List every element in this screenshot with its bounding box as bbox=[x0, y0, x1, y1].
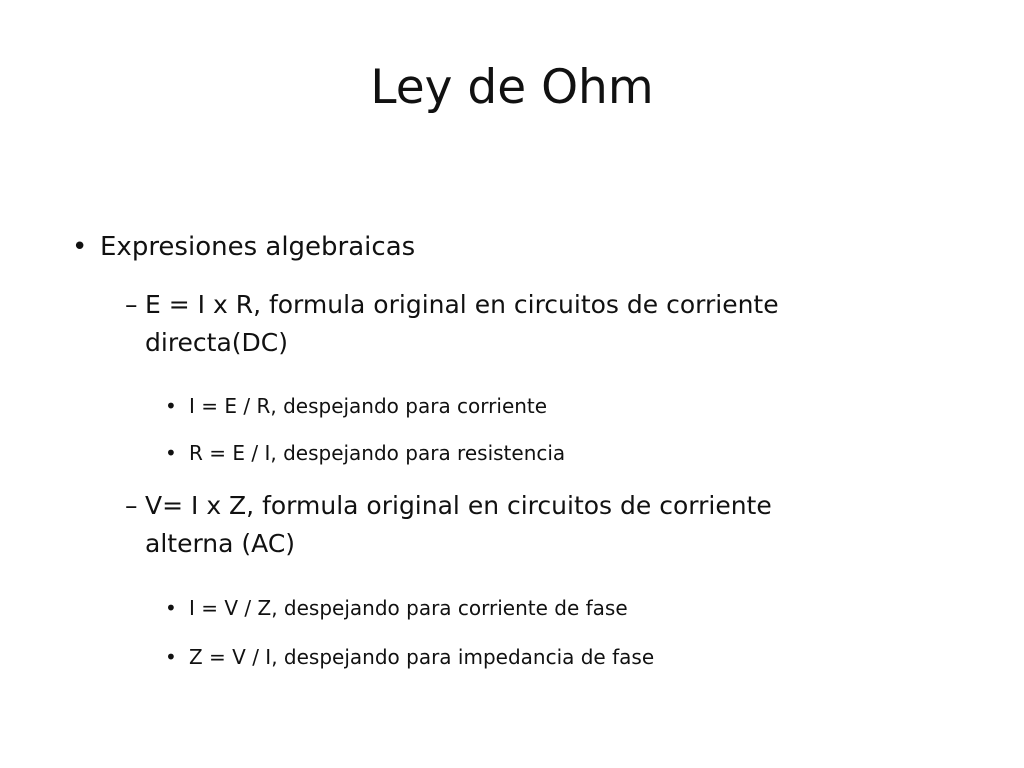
bullet-icon: • bbox=[165, 645, 177, 669]
dash-text-line-2: directa(DC) bbox=[145, 328, 289, 357]
sub-bullet-text: R = E / I, despejando para resistencia bbox=[189, 441, 566, 465]
sub-bullet-item-resistencia bbox=[165, 439, 566, 467]
sub-bullet-text: Z = V / I, despejando para impedancia de fase bbox=[189, 645, 655, 669]
dash-text-line-2: alterna (AC) bbox=[145, 529, 296, 558]
slide-title: Ley de Ohm bbox=[370, 60, 654, 115]
dash-item-ac-formula bbox=[125, 487, 772, 563]
dash-icon: – bbox=[125, 491, 138, 520]
dash-item-dc-formula bbox=[125, 286, 779, 362]
bullet-item-expresiones bbox=[72, 230, 416, 264]
sub-bullet-text: I = E / R, despejando para corriente bbox=[189, 394, 548, 418]
sub-bullet-item-impedancia-fase bbox=[165, 643, 655, 671]
sub-bullet-item-corriente bbox=[165, 392, 548, 420]
dash-text-line-1: V= I x Z, formula original en circuitos de corriente bbox=[145, 491, 772, 520]
dash-text-line-1: E = I x R, formula original en circuitos de corriente bbox=[145, 290, 779, 319]
bullet-icon: • bbox=[72, 232, 88, 262]
bullet-icon: • bbox=[165, 394, 177, 418]
bullet-text: Expresiones algebraicas bbox=[100, 232, 416, 262]
sub-bullet-item-corriente-fase bbox=[165, 594, 628, 622]
bullet-icon: • bbox=[165, 596, 177, 620]
dash-icon: – bbox=[125, 290, 138, 319]
bullet-icon: • bbox=[165, 441, 177, 465]
sub-bullet-text: I = V / Z, despejando para corriente de fase bbox=[189, 596, 628, 620]
